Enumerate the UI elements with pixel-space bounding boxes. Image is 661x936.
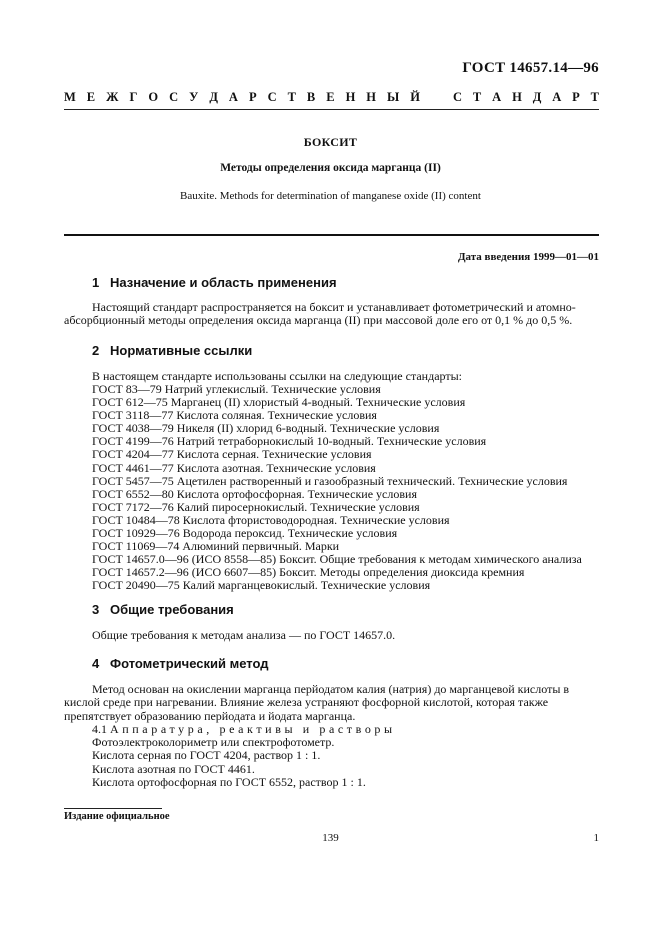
subsection-title: Аппаратура, реактивы и растворы: [110, 722, 396, 736]
reference-item: ГОСТ 10484—78 Кислота фтористоводородная. Технические условия: [92, 512, 450, 527]
section-number: 4: [92, 656, 100, 671]
reference-item: ГОСТ 83—79 Натрий углекислый. Технические условия: [92, 382, 381, 396]
banner-letter: А: [492, 90, 502, 104]
section-4-paragraph: [64, 683, 598, 723]
footer-rule: [64, 808, 162, 809]
section-3-text: Общие требования к методам анализа — по ГОСТ 14657.0.: [92, 628, 396, 642]
interstate-word-1: [64, 90, 420, 105]
reference-item: ГОСТ 14657.0—96 (ИСО 8558—85) Боксит. Общие требования к методам химического анализа: [92, 552, 582, 567]
reference-item: ГОСТ 612—75 Марганец (II) хлористый 4-водный. Технические условия: [92, 395, 466, 410]
section-title: Назначение и область применения: [110, 275, 337, 290]
banner-letter: М: [64, 90, 76, 104]
section-heading-3: [92, 602, 234, 617]
reagent-item: Кислота серная по ГОСТ 4204, раствор 1 : 1.: [92, 748, 321, 763]
banner-letter: Е: [86, 90, 96, 104]
banner-letter: У: [189, 90, 199, 104]
section-number: 2: [92, 343, 100, 358]
banner-letter: Р: [248, 90, 257, 104]
reagent-item: Фотоэлектроколориметр или спектрофотометр.: [92, 735, 335, 749]
interstate-word-2: [453, 90, 599, 105]
banner-letter: А: [228, 90, 238, 104]
section-number: 1: [92, 275, 100, 290]
banner-letter: Ж: [106, 90, 119, 104]
banner-letter: А: [552, 90, 562, 104]
banner-letter: Р: [572, 90, 580, 104]
title-rule: [64, 234, 599, 236]
reagent-item: Кислота ортофосфорная по ГОСТ 6552, раствор 1 : 1.: [92, 775, 366, 790]
subsection-number: 4.1: [92, 722, 107, 736]
banner-letter: Д: [209, 90, 218, 104]
reference-item: ГОСТ 3118—77 Кислота соляная. Технические условия: [92, 408, 377, 423]
banner-letter: Т: [590, 90, 599, 104]
reference-item: ГОСТ 11069—74 Алюминий первичный. Марки: [92, 539, 340, 554]
banner-letter: О: [148, 90, 159, 104]
reference-item: ГОСТ 4199—76 Натрий тетраборнокислый 10-водный. Технические условия: [92, 434, 487, 449]
banner-letter: Й: [410, 90, 420, 104]
banner-letter: С: [169, 90, 179, 104]
paragraph-line: кислой среде при нагревании. Влияние железа устраняют фосфорной кислотой, которая также: [64, 695, 549, 710]
section-number: 3: [92, 602, 100, 617]
header-rule: [64, 109, 599, 110]
banner-letter: Т: [472, 90, 482, 104]
document-title: БОКСИТ: [303, 135, 358, 149]
banner-letter: Н: [366, 90, 377, 104]
paragraph-line: Метод основан на окислении марганца перйодатом калия (натрия) до марганцевой кислоты в: [92, 682, 570, 696]
section-title: Фотометрический метод: [110, 656, 269, 671]
banner-letter: Д: [532, 90, 542, 104]
paragraph-line: Настоящий стандарт распространяется на боксит и устанавливает фотометрический и атомно-: [92, 300, 576, 314]
banner-letter: Н: [345, 90, 356, 104]
reference-item: ГОСТ 14657.2—96 (ИСО 6607—85) Боксит. Методы определения диоксида кремния: [92, 565, 525, 580]
document-english-title: Bauxite. Methods for determination of manganese oxide (II) content: [180, 190, 481, 202]
standard-number: ГОСТ 14657.14—96: [462, 60, 599, 76]
reference-item: ГОСТ 6552—80 Кислота ортофосфорная. Технические условия: [92, 486, 417, 501]
section-title: Общие требования: [110, 602, 234, 617]
paragraph-line: абсорбционный методы определения оксида марганца (II) при массовой доле его от 0,1 % до 0,5 %.: [64, 313, 573, 328]
banner-letter: Е: [326, 90, 335, 104]
page-number: 139: [322, 832, 339, 844]
reagents-list: [92, 736, 366, 790]
section-heading-4: [92, 656, 268, 671]
banner-letter: Т: [287, 90, 296, 104]
interstate-standard-banner: [64, 90, 599, 105]
banner-letter: Ы: [387, 90, 400, 104]
reference-item: ГОСТ 7172—76 Калий пиросернокислый. Технические условия: [92, 499, 420, 514]
section-1-paragraph: [64, 301, 598, 328]
reference-item: ГОСТ 5457—75 Ацетилен растворенный и газообразный технический. Технические условия: [92, 473, 568, 488]
references-list: [92, 383, 582, 593]
banner-letter: С: [453, 90, 463, 104]
reference-item: ГОСТ 4038—79 Никеля (II) хлорид 6-водный. Технические условия: [92, 421, 440, 436]
section-heading-1: [92, 275, 337, 290]
banner-letter: Г: [129, 90, 138, 104]
introduction-date: Дата введения 1999—01—01: [457, 251, 599, 263]
banner-letter: С: [267, 90, 277, 104]
sheet-number: 1: [593, 832, 599, 844]
section-heading-2: [92, 343, 252, 358]
references-intro: В настоящем стандарте использованы ссылки на следующие стандарты:: [92, 369, 463, 383]
document-subtitle: Методы определения оксида марганца (II): [220, 162, 441, 174]
reference-item: ГОСТ 20490—75 Калий марганцевокислый. Технические условия: [92, 578, 431, 593]
edition-label: Издание официальное: [64, 811, 170, 822]
reference-item: ГОСТ 4461—77 Кислота азотная. Технические условия: [92, 460, 376, 475]
banner-letter: В: [306, 90, 316, 104]
reagent-item: Кислота азотная по ГОСТ 4461.: [92, 761, 255, 776]
section-title: Нормативные ссылки: [110, 343, 253, 358]
reference-item: ГОСТ 10929—76 Водорода пероксид. Технические условия: [92, 526, 398, 541]
reference-item: ГОСТ 4204—77 Кислота серная. Технические условия: [92, 447, 372, 462]
paragraph-line: препятствует образованию перйодата и йодата марганца.: [64, 708, 356, 723]
banner-letter: Н: [512, 90, 522, 104]
